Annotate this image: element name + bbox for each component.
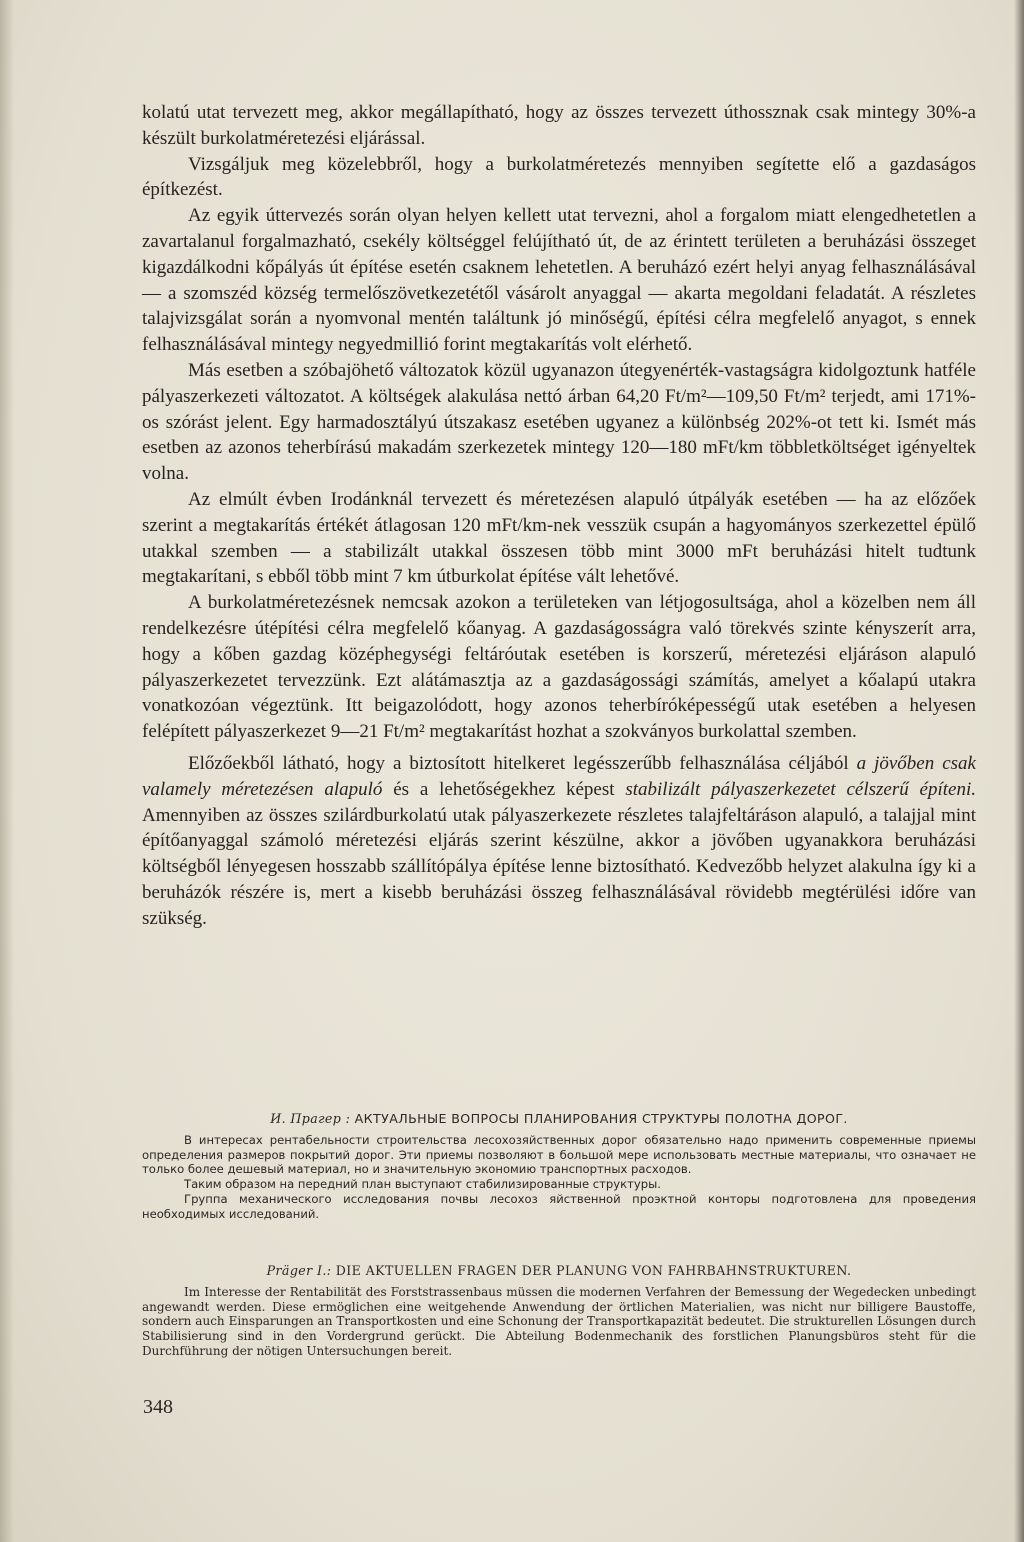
german-summary-author: Präger I.: xyxy=(266,1263,332,1278)
german-summary-title: DIE AKTUELLEN FRAGEN DER PLANUNG VON FAHRBAHNSTRUKTUREN. xyxy=(335,1263,852,1278)
page-number: 348 xyxy=(143,1396,173,1418)
russian-summary-author: И. Прагер : xyxy=(270,1111,351,1126)
page-edge-shadow-right xyxy=(1014,0,1024,1542)
paragraph-6: A burkolatméretezésnek nemcsak azokon a területeken van létjogosultsága, ahol a közelben nem áll rendelkezésre útépítési célra megfelelő kőanyag. A gazdaságosságra való törekvés szinte kényszerít arra, hogy a kőben gazdag középhegységi feltáróutak esetében is korszerű, méretezési eljáráson alapuló pályaszerkezetet tervezzünk. Ezt alátámasztja az a gazdaságossági számítás, amelyet a kőalapú utakra vonatkozóan végeztünk. Itt beigazolódott, hogy azonos teherbíróképességű utak esetében a helyesen felépített pályaszerkezet 9—21 Ft/m² megtakarítást hozhat a szokványos burkolattal szemben. xyxy=(142,592,976,743)
paragraph-3: Az egyik úttervezés során olyan helyen kellett utat tervezni, ahol a forgalom miatt elengedhetetlen a zavartalanul forgalmazható, csekély költséggel felújítható út, de az érintett területen a beruházási összeget kigazdálkodni kőpályás út építése esetén csaknem lehetetlen. A beruházó ezért helyi anyag felhasználásával — a szomszéd község termelőszövetkezetétől vásárolt anyaggal — akarta megoldani feladatát. A részletes talajvizsgálat során a nyomvonal mentén találtunk jó minőségű, építési célra megfelelő anyagot, s ennek felhasználásával mintegy negyedmillió forint megtakarítás volt elérhető. xyxy=(142,205,976,356)
paragraph-7-part-c: Amennyiben az összes szilárdburkolatú utak pályaszerkezete részletes talajfeltáráson alapuló, a talajjal mint építőanyaggal számoló méretezési eljárás szerint készülne, akkor a jövőben ugyanakkora beruházási költségből lényegesen hosszabb szállítópálya építése lenne biztosítható. Kedvezőbb helyzet alakulna így ki a beruházók részére is, mert a kisebb beruházási összeg felhasználásával rövidebb megtérülési időre van szükség. xyxy=(142,804,976,929)
paragraph-1: kolatú utat tervezett meg, akkor megállapítható, hogy az összes tervezett úthossznak csak mintegy 30%-a készült burkolatméretezési eljárással. xyxy=(142,102,976,149)
paragraph-4: Más esetben a szóbajöhető változatok közül ugyanazon útegyenérték-vastagságra kidolgoztunk hatféle pályaszerkezeti változatot. A költségek alakulása nettó árban 64,20 Ft/m²—109,50 Ft/m² terjedt, ami 171%-os szórást jelent. Egy harmadosztályú útszakasz esetében ugyanez a különbség 202%-ot tett ki. Ismét más esetben az azonos teherbírású makadám szerkezetek mintegy 120—180 mFt/km többletköltséget igényeltek volna. xyxy=(142,359,976,485)
german-summary xyxy=(142,1264,976,1359)
russian-summary-title: АКТУАЛЬНЫЕ ВОПРОСЫ ПЛАНИРОВАНИЯ СТРУКТУРЫ ПОЛОТНА ДОРОГ. xyxy=(354,1111,848,1126)
russian-summary-paragraph-2: Таким образом на передний план выступают стабилизированные структуры. xyxy=(184,1177,661,1192)
page-edge-shadow-left xyxy=(0,0,14,1542)
main-body-text xyxy=(142,100,976,932)
german-summary-heading xyxy=(142,1264,976,1279)
paragraph-7-part-b: és a lehetőségekhez képest xyxy=(382,778,626,800)
paragraph-7-emphasis-2: stabilizált pályaszerkezetet célszerű építeni. xyxy=(625,778,976,800)
paragraph-5: Az elmúlt évben Irodánknál tervezett és méretezésen alapuló útpályák esetében — ha az előzőek szerint a megtakarítás értékét átlagosan 120 mFt/km-nek vesszük csupán a hagyományos szerkezettel épülő utakkal szemben — a stabilizált utakkal összesen több mint 3000 mFt beruházási hitelt tudtunk megtakarítani, s ebből több mint 7 km útburkolat építése vált lehetővé. xyxy=(142,488,976,588)
paragraph-7 xyxy=(142,751,976,932)
paragraph-7-part-a: Előzőekből látható, hogy a biztosított hitelkeret legésszerűbb felhasználása céljából xyxy=(188,752,857,774)
paragraph-7-emphasis-1: a jövőben csak valamely méretezésen alapuló xyxy=(142,752,976,800)
german-summary-paragraph-1: Im Interesse der Rentabilität des Forststrassenbaus müssen die modernen Verfahren der Bemessung der Wegedecken unbedingt angewandt werden. Diese ermöglichen eine weitgehende Anwendung der örtlichen Materialien, was nicht nur billigere Baustoffe, sondern auch Einsparungen an Transportkosten und eine Schonung der Transportkapazität bedeutet. Die strukturellen Lösungen durch Stabilisierung sind in den Vordergrund gerückt. Die Abteilung Bodenmechanik des forstlichen Planungsbüros steht für die Durchführung der nötigen Untersuchungen bereit. xyxy=(142,1284,976,1358)
russian-summary-paragraph-3: Группа механического исследования почвы лесохоз яйственной проэктной конторы подготовлена для проведения необходимых исследований. xyxy=(142,1191,976,1221)
russian-summary-paragraph-1: В интересах рентабельности строительства лесохозяйственных дорог обязательно надо применить современные приемы определения размеров покрытий дорог. Эти приемы позволяют в большой мере использовать местные материалы, что означает не только более дешевый материал, но и значительную экономию транспортных расходов. xyxy=(142,1132,976,1177)
paragraph-2: Vizsgáljuk meg közelebbről, hogy a burkolatméretezés mennyiben segítette elő a gazdaságos építkezést. xyxy=(142,153,976,201)
russian-summary xyxy=(142,1112,976,1222)
russian-summary-heading xyxy=(142,1112,976,1127)
